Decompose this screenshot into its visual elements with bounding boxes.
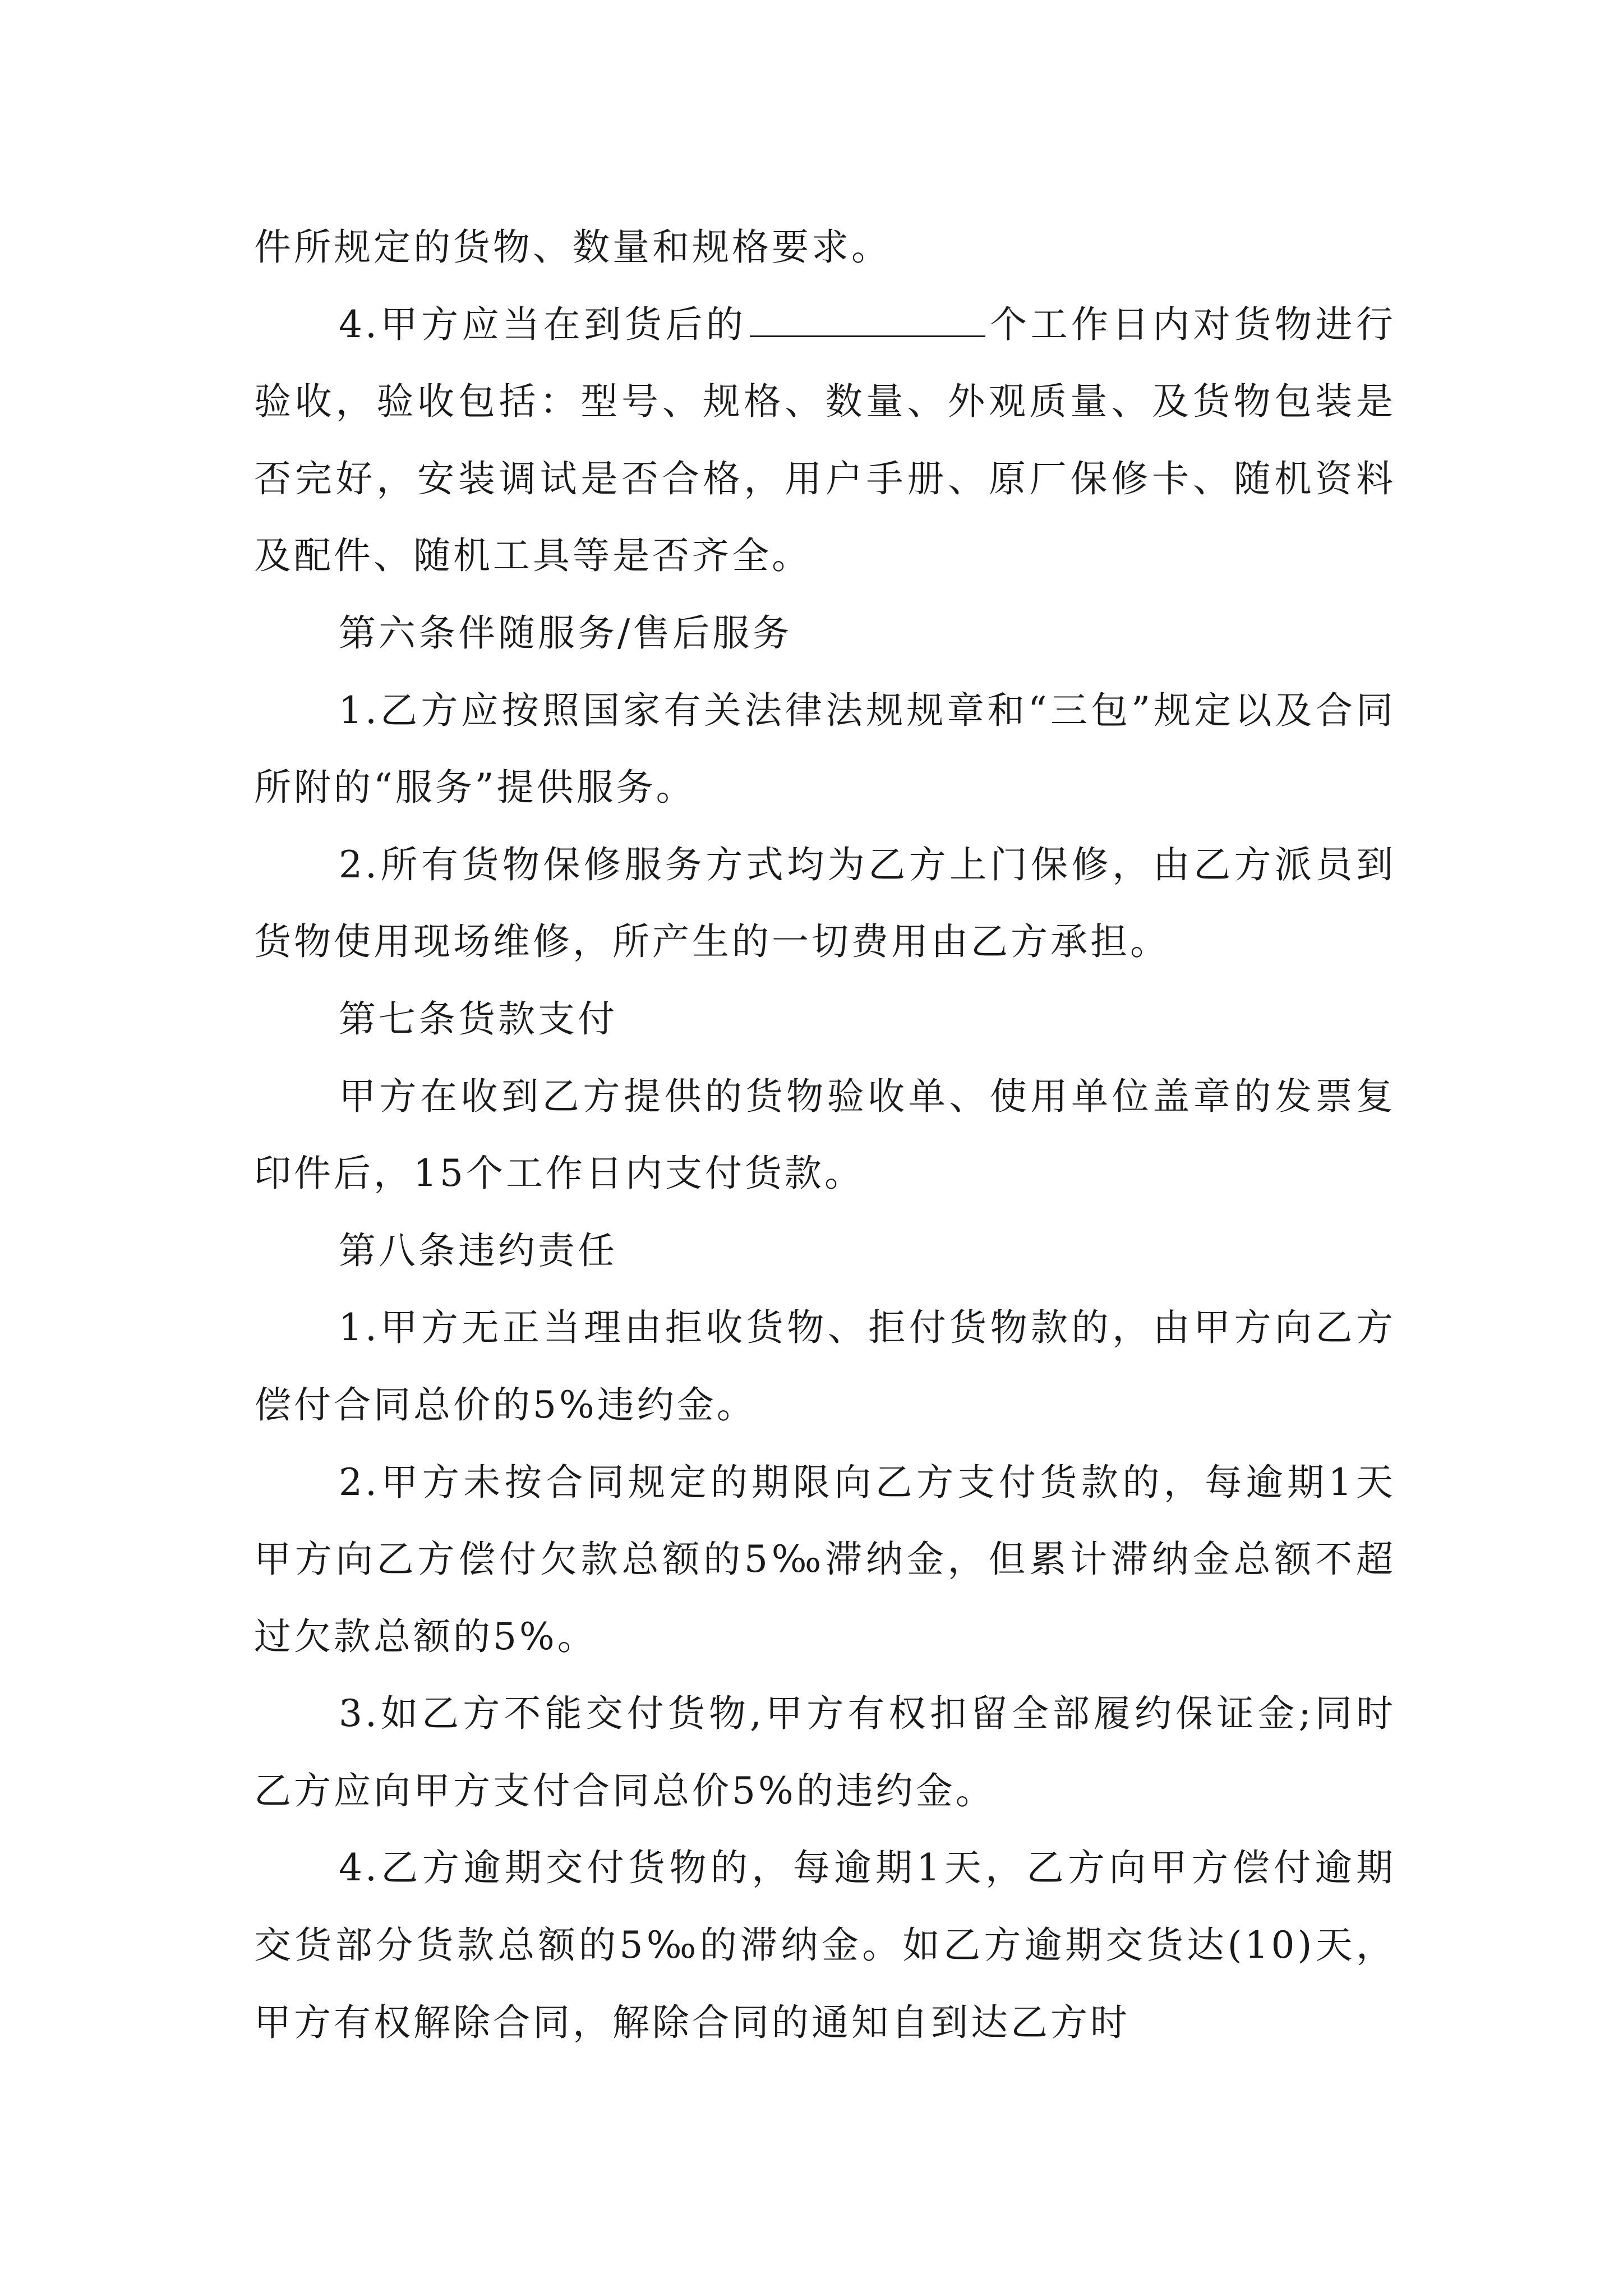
- paragraph-continuation: 件所规定的货物、数量和规格要求。: [254, 226, 891, 269]
- paragraph-service-2: 2.所有货物保修服务方式均为乙方上门保修，由乙方派员到货物使用现场维修，所产生的一切费用由乙方承担。: [254, 843, 1396, 964]
- heading-article-6: 第六条伴随服务/售后服务: [339, 611, 792, 655]
- paragraph-liability-4: 4.乙方逾期交付货物的，每逾期1天，乙方向甲方偿付逾期交货部分货款总额的5‰的滞纳金。如乙方逾期交货达(10)天，甲方有权解除合同，解除合同的通知自到达乙方时: [254, 1846, 1396, 2044]
- paragraph-liability-3: 3.如乙方不能交付货物,甲方有权扣留全部履约保证金;同时乙方应向甲方支付合同总价5%的违约金。: [254, 1692, 1396, 1812]
- paragraph-payment: 甲方在收到乙方提供的货物验收单、使用单位盖章的发票复印件后，15个工作日内支付货款。: [254, 1074, 1396, 1195]
- paragraph-service-1: 1.乙方应按照国家有关法律法规规章和“三包”规定以及合同所附的“服务”提供服务。: [254, 688, 1396, 809]
- acceptance-text-end: 个工作日内对货物进行验收，验收包括：型号、规格、数量、外观质量、及货物包装是否完好，安装调试是否合格，用户手册、原厂保修卡、随机资料及配件、随机工具等是否齐全。: [254, 302, 1396, 578]
- paragraph-liability-1: 1.甲方无正当理由拒收货物、拒付货物款的，由甲方向乙方偿付合同总价的5%违约金。: [254, 1306, 1396, 1427]
- acceptance-text-start: 4.甲方应当在到货后的: [339, 302, 747, 346]
- paragraph-liability-2: 2.甲方未按合同规定的期限向乙方支付货款的，每逾期1天甲方向乙方偿付欠款总额的5‰滞纳金，但累计滞纳金总额不超过欠款总额的5%。: [254, 1460, 1396, 1658]
- fill-in-blank: [750, 302, 985, 337]
- contract-body: [254, 209, 1396, 2061]
- heading-article-7: 第七条货款支付: [339, 997, 617, 1041]
- heading-article-8: 第八条违约责任: [339, 1228, 617, 1272]
- paragraph-acceptance-clause: [254, 286, 1396, 595]
